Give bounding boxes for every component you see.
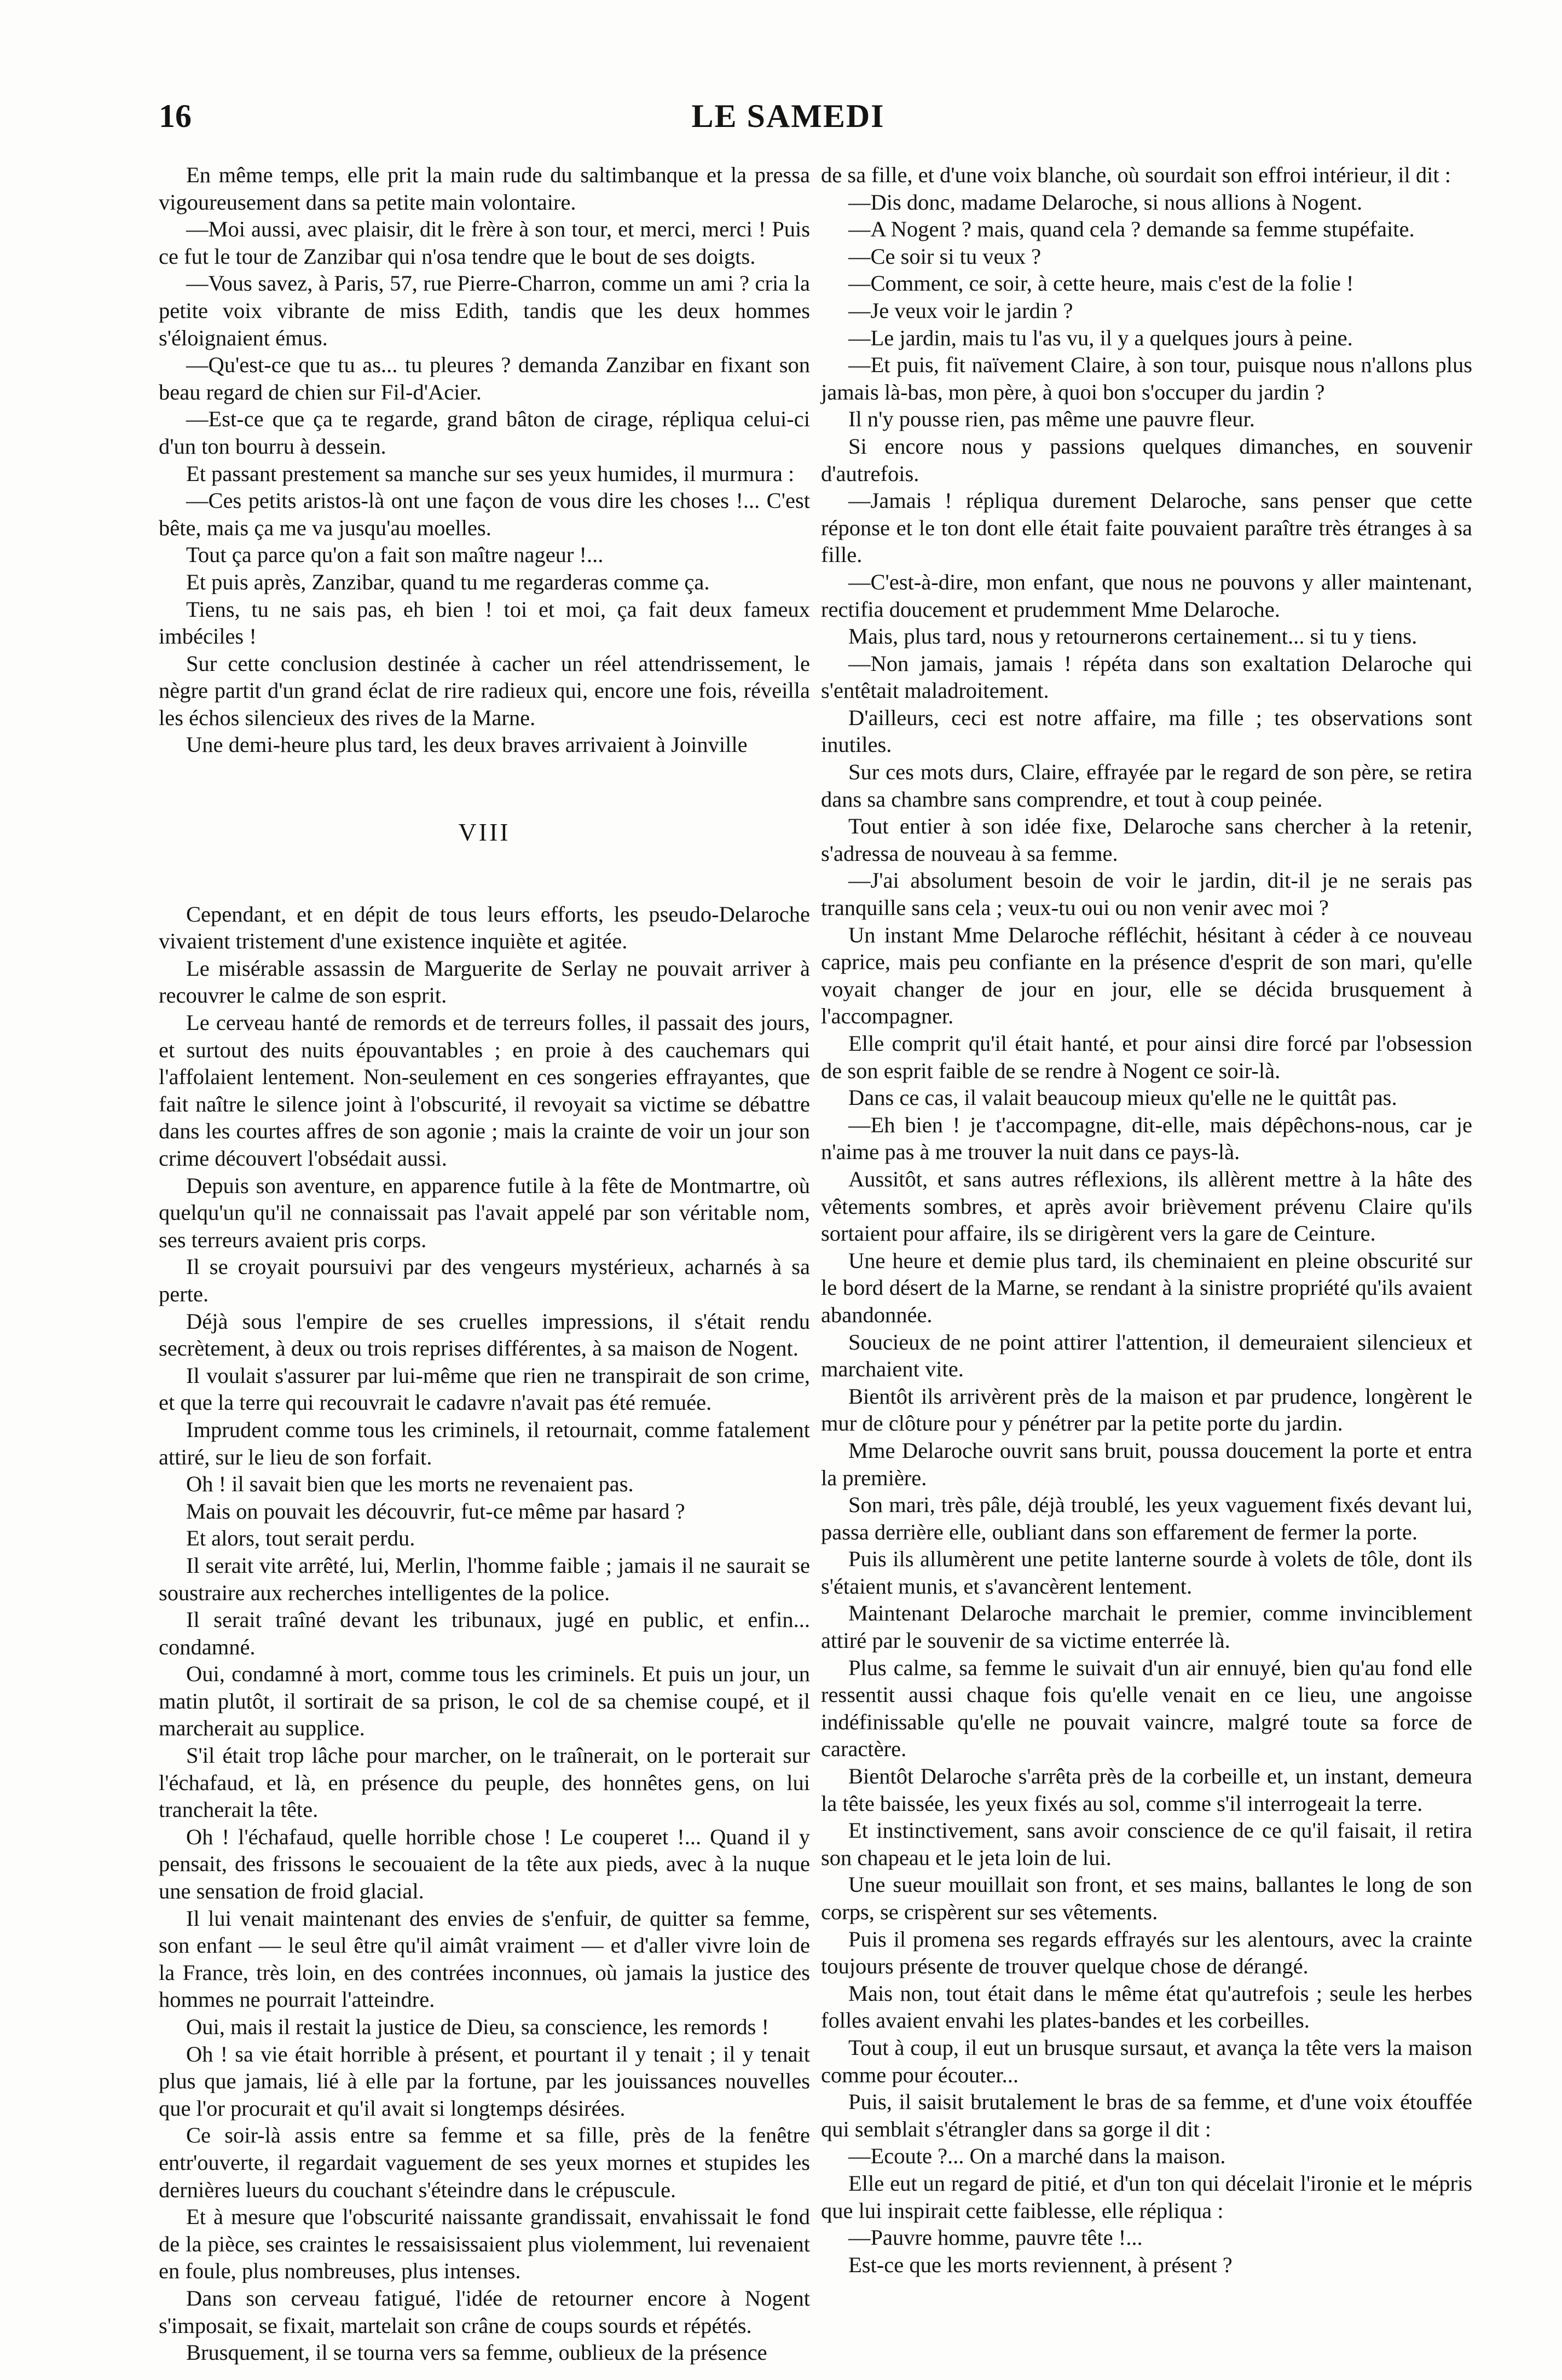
paragraph: —Je veux voir le jardin ?	[848, 298, 1073, 323]
paragraph: Et puis après, Zanzibar, quand tu me regarderas comme ça.	[186, 569, 710, 594]
paragraph: Elle eut un regard de pitié, et d'un ton qui décelait l'ironie et le mépris que lui inspirait cette faiblesse, elle répliqua :	[821, 2170, 1472, 2223]
paragraph: Son mari, très pâle, déjà troublé, les yeux vaguement fixés devant lui, passa derrière elle, oubliant dans son effarement de fermer la porte.	[821, 1492, 1472, 1544]
chapter-heading: VIII	[458, 818, 511, 847]
left-column-text-after	[159, 901, 810, 2366]
paragraph: Aussitôt, et sans autres réflexions, ils allèrent mettre à la hâte des vêtements sombres, et après avoir brièvement prévenu Claire qu'ils sortaient pour affaire, ils se dirigèrent vers la gare de Ceinture.	[821, 1166, 1472, 1246]
paragraph: Soucieux de ne point attirer l'attention, il demeuraient silencieux et marchaient vite.	[821, 1329, 1472, 1382]
paragraph: Oh ! l'échafaud, quelle horrible chose ! Le couperet !... Quand il y pensait, des frissons le secouaient de la tête aux pieds, avec à la nuque une sensation de froid glacial.	[159, 1824, 810, 1904]
paragraph: Oui, mais il restait la justice de Dieu, sa conscience, les remords !	[186, 2014, 770, 2039]
paragraph: Et passant prestement sa manche sur ses yeux humides, il murmura :	[186, 461, 795, 486]
paragraph: —A Nogent ? mais, quand cela ? demande sa femme stupéfaite.	[848, 217, 1415, 242]
paragraph: Il serait vite arrêté, lui, Merlin, l'homme faible ; jamais il ne saurait se soustraire aux recherches intelligentes de la police.	[159, 1553, 810, 1605]
paragraph: —Dis donc, madame Delaroche, si nous allions à Nogent.	[848, 189, 1363, 215]
paragraph: Cependant, et en dépit de tous leurs efforts, les pseudo-Delaroche vivaient tristement d'une existence inquiète et agitée.	[159, 901, 810, 954]
right-column	[821, 161, 1472, 2278]
paragraph: Sur ces mots durs, Claire, effrayée par le regard de son père, se retira dans sa chambre sans comprendre, et tout à coup peinée.	[821, 760, 1472, 812]
paragraph: Le misérable assassin de Marguerite de Serlay ne pouvait arriver à recouvrer le calme de son esprit.	[159, 956, 810, 1008]
paragraph: Une heure et demie plus tard, ils cheminaient en pleine obscurité sur le bord désert de la Marne, se rendant à la sinistre propriété qu'ils avaient abandonnée.	[821, 1248, 1472, 1327]
paragraph: —Et puis, fit naïvement Claire, à son tour, puisque nous n'allons plus jamais là-bas, mon père, à quoi bon s'occuper du jardin ?	[821, 352, 1472, 404]
paragraph: —Pauvre homme, pauvre tête !...	[848, 2225, 1143, 2250]
paragraph: —Non jamais, jamais ! répéta dans son exaltation Delaroche qui s'entêtait maladroitement.	[821, 651, 1472, 703]
right-column-text	[821, 161, 1472, 2278]
paragraph: Et instinctivement, sans avoir conscience de ce qu'il faisait, il retira son chapeau et le jeta loin de lui.	[821, 1818, 1472, 1870]
paragraph: Oh ! sa vie était horrible à présent, et pourtant il y tenait ; il y tenait plus que jamais, lié à elle par la fortune, par les jouissances nouvelles que l'or procurait et qu'il avait si longtemps désirées.	[159, 2041, 810, 2121]
paragraph: Et à mesure que l'obscurité naissante grandissait, envahissait le fond de la pièce, ses craintes le ressaisissaient plus violemment, lui revenaient en foule, plus nombreuses, plus intenses.	[159, 2204, 810, 2284]
paragraph: Et alors, tout serait perdu.	[186, 1526, 415, 1551]
paragraph: Depuis son aventure, en apparence futile à la fête de Montmartre, où quelqu'un qu'il ne connaissait pas l'avait appelé par son véritable nom, ses terreurs avaient pris corps.	[159, 1173, 810, 1252]
page-number: 16	[159, 98, 192, 134]
paragraph: Une sueur mouillait son front, et ses mains, ballantes le long de son corps, se crispèrent sur ses vêtements.	[821, 1872, 1472, 1924]
paragraph: Mais non, tout était dans le même état qu'autrefois ; seule les herbes folles avaient envahi les plates-bandes et les corbeilles.	[821, 1981, 1472, 2033]
paragraph: —Ecoute ?... On a marché dans la maison.	[848, 2144, 1226, 2169]
paragraph: Il se croyait poursuivi par des vengeurs mystérieux, acharnés à sa perte.	[159, 1254, 810, 1306]
paragraph: Elle comprit qu'il était hanté, et pour ainsi dire forcé par l'obsession de son esprit faible de se rendre à Nogent ce soir-là.	[821, 1031, 1472, 1083]
paragraph: Oui, condamné à mort, comme tous les criminels. Et puis un jour, un matin plutôt, il sortirait de sa prison, le col de sa chemise coupé, et il marcherait au supplice.	[159, 1661, 810, 1741]
paragraph: Imprudent comme tous les criminels, il retournait, comme fatalement attiré, sur le lieu de son forfait.	[159, 1417, 810, 1469]
paragraph: S'il était trop lâche pour marcher, on le traînerait, on le porterait sur l'échafaud, et là, en présence du peuple, des honnêtes gens, on lui trancherait la tête.	[159, 1743, 810, 1822]
paragraph: Tout à coup, il eut un brusque sursaut, et avança la tête vers la maison comme pour écouter...	[821, 2035, 1472, 2087]
paragraph: Il n'y pousse rien, pas même une pauvre fleur.	[848, 407, 1255, 432]
paragraph: Mme Delaroche ouvrit sans bruit, poussa doucement la porte et entra la première.	[821, 1438, 1472, 1490]
paragraph: —Qu'est-ce que tu as... tu pleures ? demanda Zanzibar en fixant son beau regard de chien sur Fil-d'Acier.	[159, 352, 810, 404]
paragraph: de sa fille, et d'une voix blanche, où sourdait son effroi intérieur, il dit :	[821, 163, 1451, 187]
paragraph: Il lui venait maintenant des envies de s'enfuir, de quitter sa femme, son enfant — le seul être qu'il aimât vraiment — et d'aller vivre loin de la France, très loin, en des contrées inconnues, où jamais la justice des hommes ne pourrait l'atteindre.	[159, 1906, 810, 2012]
paragraph: Dans ce cas, il valait beaucoup mieux qu'elle ne le quittât pas.	[848, 1085, 1397, 1110]
paragraph: Dans son cerveau fatigué, l'idée de retourner encore à Nogent s'imposait, se fixait, martelait son crâne de coups sourds et répétés.	[159, 2285, 810, 2338]
paragraph: —Vous savez, à Paris, 57, rue Pierre-Charron, comme un ami ? cria la petite voix vibrante de miss Edith, tandis que les deux hommes s'éloignaient émus.	[159, 271, 810, 350]
paragraph: Maintenant Delaroche marchait le premier, comme invinciblement attiré par le souvenir de sa victime enterrée là.	[821, 1601, 1472, 1653]
running-title: LE SAMEDI	[691, 98, 885, 134]
paragraph: Oh ! il savait bien que les morts ne revenaient pas.	[186, 1472, 634, 1497]
paragraph: —Jamais ! répliqua durement Delaroche, sans penser que cette réponse et le ton dont elle était faite pouvaient paraître très étranges à sa fille.	[821, 488, 1472, 568]
paragraph: Tout entier à son idée fixe, Delaroche sans chercher à la retenir, s'adressa de nouveau à sa femme.	[821, 814, 1472, 866]
paragraph: —Ce soir si tu veux ?	[848, 244, 1042, 269]
paragraph: —C'est-à-dire, mon enfant, que nous ne pouvons y aller maintenant, rectifia doucement et prudemment Mme Delaroche.	[821, 569, 1472, 622]
paragraph: Puis il promena ses regards effrayés sur les alentours, avec la crainte toujours présente de trouver quelque chose de dérangé.	[821, 1926, 1472, 1979]
paragraph: Bientôt Delaroche s'arrêta près de la corbeille et, un instant, demeura la tête baissée, les yeux fixés au sol, comme s'il interrogeait la terre.	[821, 1764, 1472, 1816]
paragraph: Puis ils allumèrent une petite lanterne sourde à volets de tôle, dont ils s'étaient munis, et s'avancèrent lentement.	[821, 1547, 1472, 1599]
paragraph: D'ailleurs, ceci est notre affaire, ma fille ; tes observations sont inutiles.	[821, 705, 1472, 757]
paragraph: Sur cette conclusion destinée à cacher un réel attendrissement, le nègre partit d'un grand éclat de rire radieux qui, encore une fois, réveilla les échos silencieux des rives de la Marne.	[159, 651, 810, 730]
paragraph: —Comment, ce soir, à cette heure, mais c'est de la folie !	[848, 271, 1354, 296]
paragraph: Déjà sous l'empire de ses cruelles impressions, il s'était rendu secrètement, à deux ou trois reprises différentes, à sa maison de Nogent.	[159, 1308, 810, 1361]
paragraph: Il serait traîné devant les tribunaux, jugé en public, et enfin... condamné.	[159, 1607, 810, 1659]
paragraph: —Moi aussi, avec plaisir, dit le frère à son tour, et merci, merci ! Puis ce fut le tour de Zanzibar qui n'osa tendre que le bout de ses doigts.	[159, 217, 810, 269]
page-header	[159, 97, 1418, 158]
paragraph: Bientôt ils arrivèrent près de la maison et par prudence, longèrent le mur de clôture pour y pénétrer par la petite porte du jardin.	[821, 1383, 1472, 1436]
paragraph: —J'ai absolument besoin de voir le jardin, dit-il je ne serais pas tranquille sans cela ; veux-tu oui ou non venir avec moi ?	[821, 868, 1472, 920]
paragraph: Le cerveau hanté de remords et de terreurs folles, il passait des jours, et surtout des nuits épouvantables ; en proie à des cauchemars qui l'affolaient lentement. Non-seulement en ces songeries effrayantes, que fait naître le silence joint à l'obscurité, il revoyait sa victime se débattre dans les courtes affres de son agonie ; mais la crainte de voir un jour son crime découvert l'obsédait aussi.	[159, 1010, 810, 1171]
paragraph: —Eh bien ! je t'accompagne, dit-elle, mais dépêchons-nous, car je n'aime pas à me trouver la nuit dans ce pays-là.	[821, 1112, 1472, 1165]
paragraph: Tout ça parce qu'on a fait son maître nageur !...	[186, 542, 604, 568]
paragraph: Tiens, tu ne sais pas, eh bien ! toi et moi, ça fait deux fameux imbéciles !	[159, 597, 810, 649]
paragraph: Mais on pouvait les découvrir, fut-ce même par hasard ?	[186, 1498, 685, 1524]
paragraph: Un instant Mme Delaroche réfléchit, hésitant à céder à ce nouveau caprice, mais peu confiante en la présence d'esprit de son mari, qu'elle voyait changer de jour en jour, elle se décida brusquement à l'accompagner.	[821, 922, 1472, 1029]
paragraph: Puis, il saisit brutalement le bras de sa femme, et d'une voix étouffée qui semblait s'étrangler dans sa gorge il dit :	[821, 2089, 1472, 2141]
paragraph: Ce soir-là assis entre sa femme et sa fille, près de la fenêtre entr'ouverte, il regardait vaguement de ses yeux mornes et stupides les dernières lueurs du couchant s'éteindre dans le crépuscule.	[159, 2123, 810, 2202]
paragraph: —Ces petits aristos-là ont une façon de vous dire les choses !... C'est bête, mais ça me va jusqu'au moelles.	[159, 488, 810, 540]
paragraph: Brusquement, il se tourna vers sa femme, oublieux de la présence	[186, 2340, 767, 2365]
paragraph: —Le jardin, mais tu l'as vu, il y a quelques jours à peine.	[848, 325, 1353, 350]
paragraph: Est-ce que les morts reviennent, à présent ?	[848, 2252, 1233, 2277]
paragraph: Plus calme, sa femme le suivait d'un air ennuyé, bien qu'au fond elle ressentit aussi chaque fois qu'elle venait en ce lieu, une angoisse indéfinissable qu'elle ne pouvait vaincre, malgré toute sa force de caractère.	[821, 1655, 1472, 1762]
paragraph: Mais, plus tard, nous y retournerons certainement... si tu y tiens.	[848, 624, 1418, 649]
paragraph: —Est-ce que ça te regarde, grand bâton de cirage, répliqua celui-ci d'un ton bourru à dessein.	[159, 407, 810, 459]
left-column	[159, 161, 810, 2366]
left-column-text-before	[159, 161, 810, 758]
paragraph: En même temps, elle prit la main rude du saltimbanque et la pressa vigoureusement dans sa petite main volontaire.	[159, 163, 810, 215]
paragraph: Une demi-heure plus tard, les deux braves arrivaient à Joinville	[186, 732, 748, 757]
paragraph: Si encore nous y passions quelques dimanches, en souvenir d'autrefois.	[821, 433, 1472, 486]
paragraph: Il voulait s'assurer par lui-même que rien ne transpirait de son crime, et que la terre qui recouvrait le cadavre n'avait pas été remuée.	[159, 1363, 810, 1415]
